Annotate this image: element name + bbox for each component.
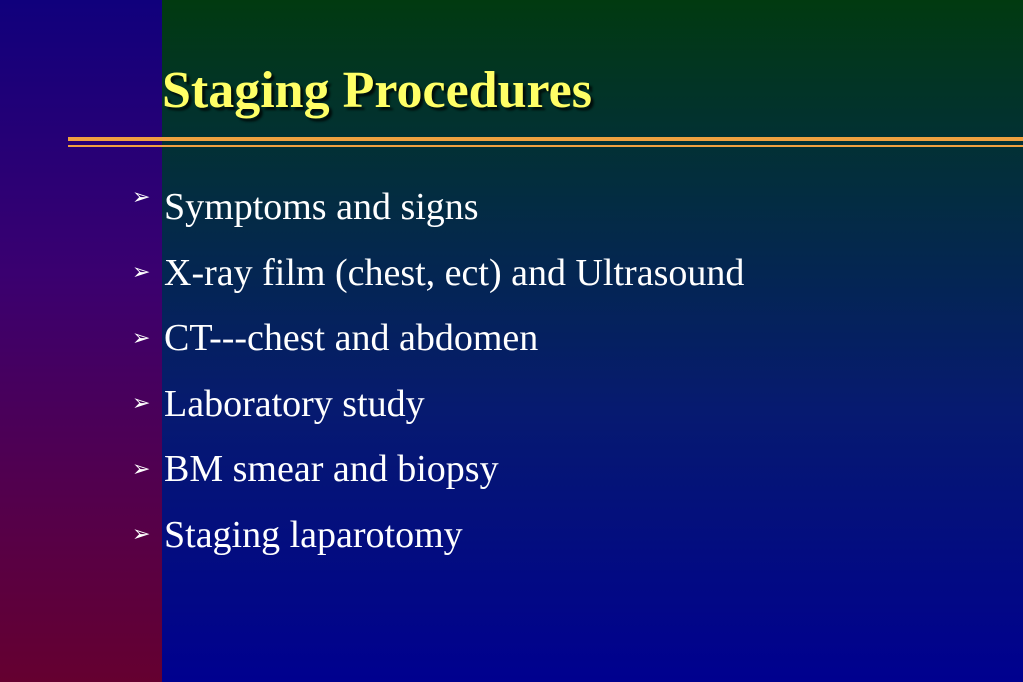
bullet-text: BM smear and biopsy [164,448,499,491]
bullet-item [132,185,744,240]
title-underline-thin [68,145,1023,147]
bullet-text: CT---chest and abdomen [164,317,539,360]
bullet-text: X-ray film (chest, ect) and Ultrasound [164,251,745,294]
arrow-bullet-icon: ➢ [132,522,151,548]
bullet-item [132,437,744,503]
arrow-bullet-icon: ➢ [132,325,151,351]
bullet-item [132,502,744,568]
bullet-item [132,371,744,437]
slide-title: Staging Procedures [162,62,592,119]
bullet-text: Symptoms and signs [164,186,479,228]
arrow-bullet-icon: ➢ [132,185,151,210]
bullet-list [132,185,744,568]
arrow-bullet-icon: ➢ [132,456,151,482]
arrow-bullet-icon: ➢ [132,260,151,286]
bullet-text: Laboratory study [164,382,425,425]
bullet-item [132,240,744,306]
arrow-bullet-icon: ➢ [132,391,151,417]
title-underline-thick [68,137,1023,141]
bullet-text: Staging laparotomy [164,513,463,556]
bullet-item [132,306,744,372]
